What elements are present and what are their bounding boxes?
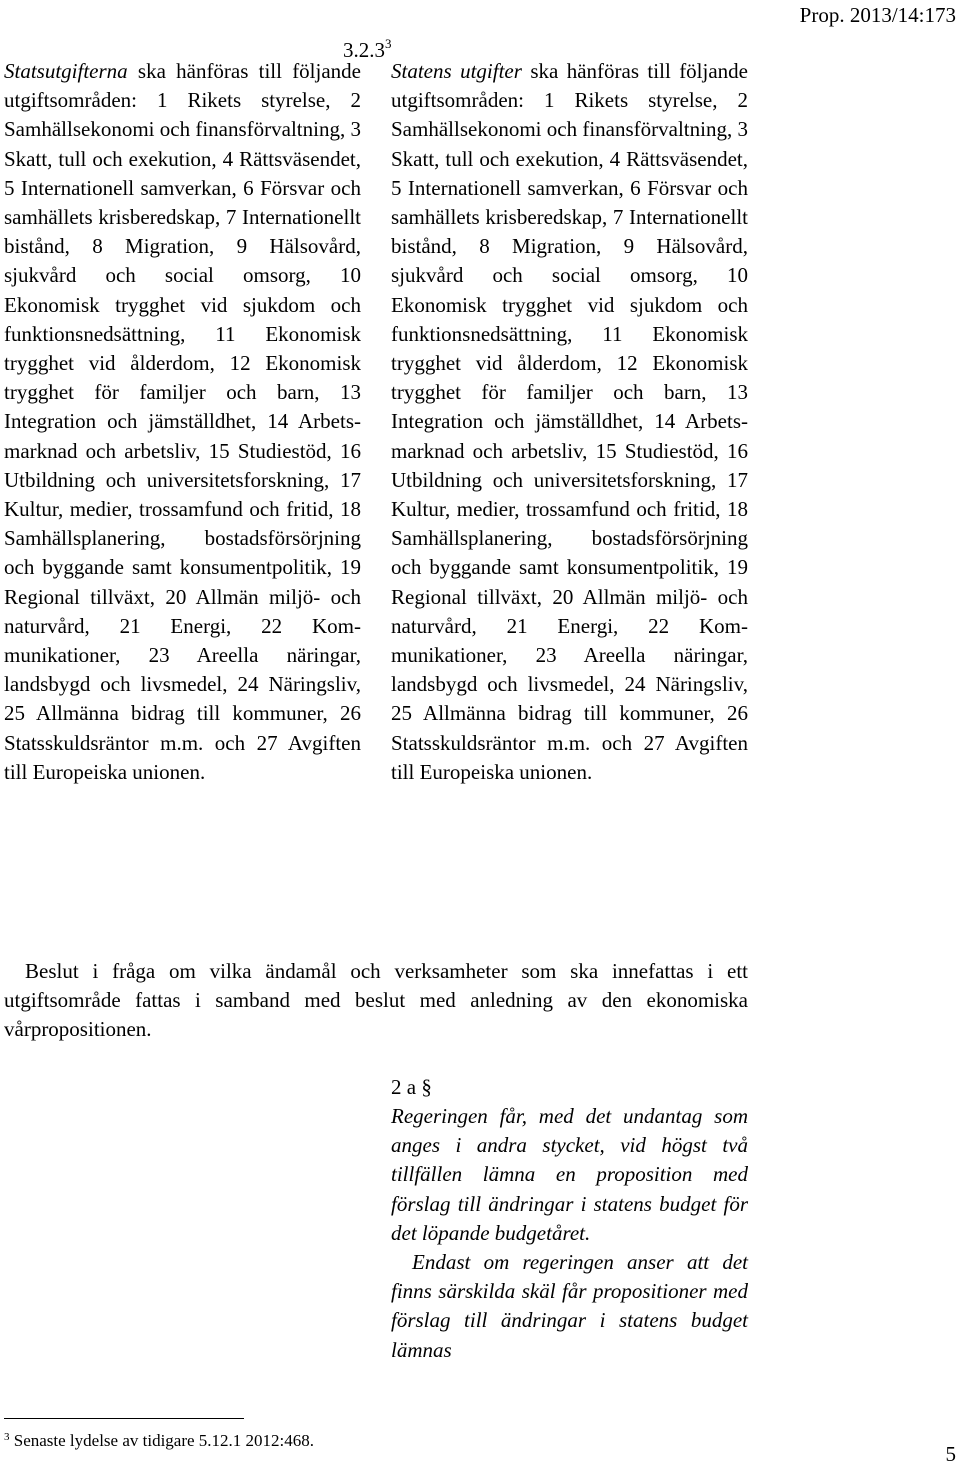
- current-wording-lead: Statsutgifterna: [4, 59, 128, 83]
- new-section-heading: 2 a §: [391, 1075, 432, 1099]
- footnote: [4, 1427, 314, 1451]
- proposed-wording-column: [391, 57, 748, 787]
- section-footnote-ref: 3: [385, 36, 392, 51]
- new-section-paragraph-1: Regeringen får, med det undantag som anges i andra stycket, vid högst två tillfällen lämna en proposition med förslag till ändringar i statens budget för det löpande budgetåret.: [391, 1104, 748, 1245]
- page-number: 5: [945, 1442, 956, 1466]
- shared-paragraph-block: [4, 957, 748, 1045]
- footnote-marker: 3: [4, 1431, 10, 1443]
- current-wording-column: [4, 57, 361, 787]
- footnote-text: Senaste lydelse av tidigare 5.12.1 2012:468.: [9, 1431, 315, 1450]
- new-section-paragraph-2: Endast om regeringen anser att det finns särskilda skäl får propositioner med förslag till ändringar i statens budget lämnas: [391, 1250, 748, 1362]
- proposed-wording-lead: Statens utgifter: [391, 59, 522, 83]
- proposed-wording-body: ska hänföras till följande utgiftsområden: 1 Rikets styrelse, 2 Samhällsekonomi och finansförvaltning, 3 Skatt, tull och exekution, 4 Rättsväsendet, 5 Internationell samverkan, 6 Försvar och samhällets krisberedskap, 7 Internationellt bistånd, 8 Migration, 9 Hälsovård, sjukvård och social omsorg, 10 Ekonomisk trygghet vid sjukdom och funktionsnedsättning, 11 Ekonomisk trygghet vid ålderdom, 12 Ekonomisk trygghet för familjer och barn, 13 Integration och jämställdhet, 14 Arbetsmarknad och arbetsliv, 15 Studiestöd, 16 Utbildning och universitetsforskning, 17 Kultur, medier, trossamfund och fritid, 18 Samhällsplanering, bostadsförsörjning och byggande samt konsumentpolitik, 19 Regional tillväxt, 20 Allmän miljö- och naturvård, 21 Energi, 22 Kommunikationer, 23 Areella näringar, landsbygd och livsmedel, 24 Näringsliv, 25 Allmänna bidrag till kommuner, 26 Statsskuldsräntor m.m. och 27 Avgiften till Europeiska unionen.: [391, 59, 748, 784]
- new-section-text: [391, 1102, 748, 1365]
- shared-paragraph: Beslut i fråga om vilka ändamål och verksamheter som ska innefattas i ett utgiftsområde fattas i samband med beslut med anledning av den ekonomiska vårpropositionen.: [4, 959, 748, 1042]
- current-wording-paragraph: [4, 57, 361, 787]
- section-number-text: 3.2.3: [343, 38, 385, 62]
- current-wording-body: ska hänföras till följande utgiftsområden: 1 Rikets styrelse, 2 Samhällsekonomi och finansförvaltning, 3 Skatt, tull och exekution, 4 Rättsväsendet, 5 Internationell samverkan, 6 Försvar och samhällets krisberedskap, 7 Internationellt bistånd, 8 Migration, 9 Hälsovård, sjukvård och social omsorg, 10 Ekonomisk trygghet vid sjukdom och funktionsnedsättning, 11 Ekonomisk trygghet vid ålderdom, 12 Ekonomisk trygghet för familjer och barn, 13 Integration och jämställdhet, 14 Arbetsmarknad och arbetsliv, 15 Studiestöd, 16 Utbildning och universitetsforskning, 17 Kultur, medier, trossamfund och fritid, 18 Samhällsplanering, bostadsförsörjning och byggande samt konsumentpolitik, 19 Regional tillväxt, 20 Allmän miljö- och naturvård, 21 Energi, 22 Kommunikationer, 23 Areella näringar, landsbygd och livsmedel, 24 Näringsliv, 25 Allmänna bidrag till kommuner, 26 Statsskuldsräntor m.m. och 27 Avgiften till Europeiska unionen.: [4, 59, 361, 784]
- footnote-divider: [4, 1418, 244, 1419]
- proposition-number: Prop. 2013/14:173: [799, 3, 956, 27]
- proposed-wording-paragraph: [391, 57, 748, 787]
